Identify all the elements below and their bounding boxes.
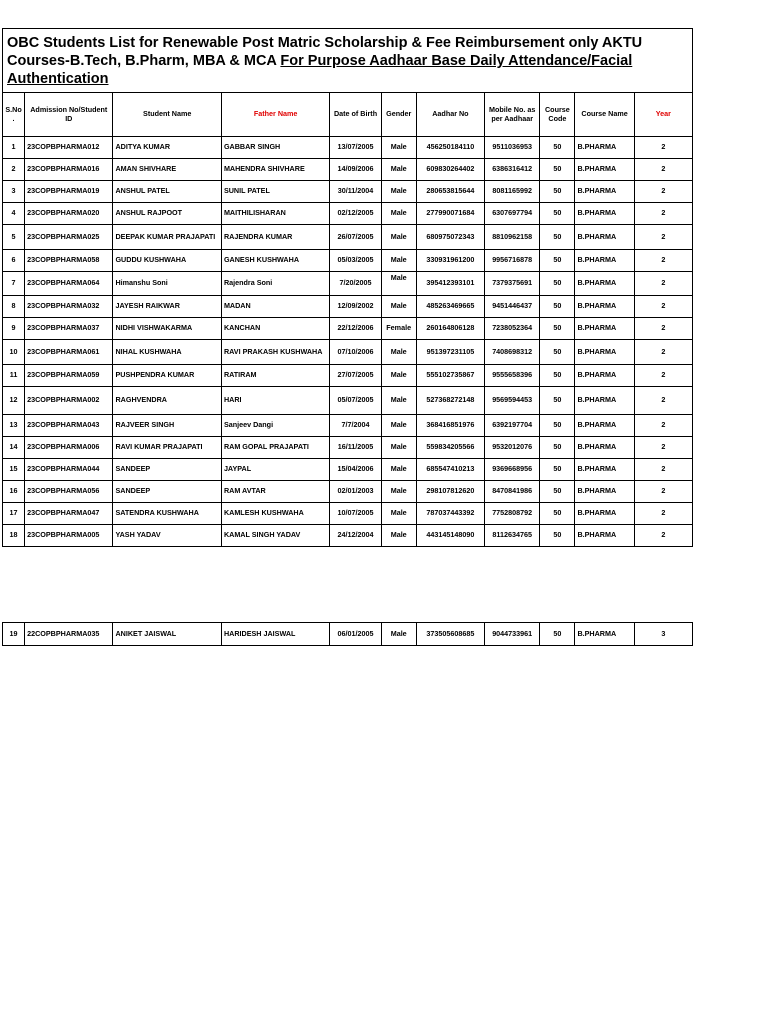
table-row [3, 387, 693, 415]
cell-sno: 19 [3, 623, 25, 646]
cell-mobile: 7379375691 [485, 272, 540, 296]
cell-year: 2 [634, 415, 692, 437]
cell-course: B.PHARMA [575, 623, 634, 646]
sheet-title [2, 28, 693, 92]
cell-year: 2 [634, 459, 692, 481]
cell-code: 50 [540, 181, 575, 203]
cell-sno: 10 [3, 340, 25, 365]
cell-course: B.PHARMA [575, 318, 634, 340]
cell-sno: 12 [3, 387, 25, 415]
cell-sno: 17 [3, 503, 25, 525]
cell-id: 23COPBPHARMA056 [25, 481, 113, 503]
cell-course: B.PHARMA [575, 481, 634, 503]
cell-sno: 9 [3, 318, 25, 340]
cell-id: 23COPBPHARMA019 [25, 181, 113, 203]
cell-gender: Male [381, 272, 416, 296]
cell-dob: 22/12/2006 [330, 318, 381, 340]
cell-gender: Male [381, 503, 416, 525]
cell-gender: Male [381, 415, 416, 437]
header-admission: Admission No/Student ID [25, 93, 113, 137]
cell-student: Himanshu Soni [113, 272, 221, 296]
cell-dob: 16/11/2005 [330, 437, 381, 459]
cell-student: NIHAL KUSHWAHA [113, 340, 221, 365]
cell-dob: 07/10/2006 [330, 340, 381, 365]
cell-year: 2 [634, 318, 692, 340]
cell-id: 23COPBPHARMA061 [25, 340, 113, 365]
cell-mobile: 9555658396 [485, 365, 540, 387]
cell-course: B.PHARMA [575, 296, 634, 318]
table-row [3, 481, 693, 503]
cell-aadhar: 277990071684 [416, 203, 484, 225]
cell-student: GUDDU KUSHWAHA [113, 250, 221, 272]
cell-student: ADITYA KUMAR [113, 137, 221, 159]
cell-aadhar: 787037443392 [416, 503, 484, 525]
cell-sno: 1 [3, 137, 25, 159]
cell-mobile: 7752808792 [485, 503, 540, 525]
cell-mobile: 6386316412 [485, 159, 540, 181]
cell-student: JAYESH RAIKWAR [113, 296, 221, 318]
cell-code: 50 [540, 272, 575, 296]
cell-aadhar: 680975072343 [416, 225, 484, 250]
header-row [3, 93, 693, 137]
table-row [3, 525, 693, 547]
cell-id: 23COPBPHARMA032 [25, 296, 113, 318]
cell-gender: Male [381, 365, 416, 387]
cell-sno: 11 [3, 365, 25, 387]
cell-gender: Male [381, 340, 416, 365]
cell-mobile: 7408698312 [485, 340, 540, 365]
cell-course: B.PHARMA [575, 415, 634, 437]
cell-id: 23COPBPHARMA058 [25, 250, 113, 272]
cell-year: 2 [634, 181, 692, 203]
cell-id: 23COPBPHARMA064 [25, 272, 113, 296]
cell-aadhar: 280653815644 [416, 181, 484, 203]
student-list-sheet [2, 28, 693, 547]
cell-year: 2 [634, 387, 692, 415]
cell-dob: 7/7/2004 [330, 415, 381, 437]
cell-father: MAITHILISHARAN [221, 203, 329, 225]
cell-dob: 15/04/2006 [330, 459, 381, 481]
cell-father: KAMLESH KUSHWAHA [221, 503, 329, 525]
cell-father: HARI [221, 387, 329, 415]
cell-year: 2 [634, 203, 692, 225]
table-row [3, 250, 693, 272]
cell-student: AMAN SHIVHARE [113, 159, 221, 181]
table-row [3, 503, 693, 525]
table-row [3, 272, 693, 296]
cell-code: 50 [540, 503, 575, 525]
cell-mobile: 8470841986 [485, 481, 540, 503]
cell-aadhar: 527368272148 [416, 387, 484, 415]
cell-course: B.PHARMA [575, 340, 634, 365]
cell-gender: Male [381, 623, 416, 646]
cell-aadhar: 330931961200 [416, 250, 484, 272]
cell-sno: 2 [3, 159, 25, 181]
cell-mobile: 8112634765 [485, 525, 540, 547]
cell-aadhar: 685547410213 [416, 459, 484, 481]
cell-dob: 06/01/2005 [330, 623, 381, 646]
cell-aadhar: 395412393101 [416, 272, 484, 296]
cell-course: B.PHARMA [575, 137, 634, 159]
cell-student: SANDEEP [113, 459, 221, 481]
cell-student: YASH YADAV [113, 525, 221, 547]
cell-student: ANSHUL PATEL [113, 181, 221, 203]
cell-year: 2 [634, 250, 692, 272]
cell-id: 22COPBPHARMA035 [25, 623, 113, 646]
cell-id: 23COPBPHARMA047 [25, 503, 113, 525]
cell-mobile: 9532012076 [485, 437, 540, 459]
cell-father: KANCHAN [221, 318, 329, 340]
cell-mobile: 6392197704 [485, 415, 540, 437]
cell-student: SATENDRA KUSHWAHA [113, 503, 221, 525]
cell-father: Rajendra Soni [221, 272, 329, 296]
cell-aadhar: 373505608685 [416, 623, 484, 646]
cell-code: 50 [540, 225, 575, 250]
cell-sno: 8 [3, 296, 25, 318]
cell-dob: 05/03/2005 [330, 250, 381, 272]
cell-course: B.PHARMA [575, 159, 634, 181]
cell-gender: Male [381, 181, 416, 203]
cell-year: 2 [634, 272, 692, 296]
cell-father: MADAN [221, 296, 329, 318]
header-father: Father Name [221, 93, 329, 137]
cell-course: B.PHARMA [575, 437, 634, 459]
cell-year: 2 [634, 503, 692, 525]
cell-gender: Male [381, 225, 416, 250]
cell-year: 2 [634, 296, 692, 318]
header-aadhar: Aadhar No [416, 93, 484, 137]
cell-course: B.PHARMA [575, 525, 634, 547]
cell-id: 23COPBPHARMA012 [25, 137, 113, 159]
cell-father: GANESH KUSHWAHA [221, 250, 329, 272]
cell-sno: 15 [3, 459, 25, 481]
header-year: Year [634, 93, 692, 137]
cell-code: 50 [540, 159, 575, 181]
cell-gender: Male [381, 250, 416, 272]
cell-father: RAM AVTAR [221, 481, 329, 503]
cell-dob: 7/20/2005 [330, 272, 381, 296]
cell-father: MAHENDRA SHIVHARE [221, 159, 329, 181]
cell-aadhar: 443145148090 [416, 525, 484, 547]
cell-code: 50 [540, 340, 575, 365]
header-course: Course Name [575, 93, 634, 137]
extra-row-table [2, 622, 693, 646]
table-body [3, 137, 693, 547]
cell-sno: 14 [3, 437, 25, 459]
cell-year: 2 [634, 365, 692, 387]
cell-student: PUSHPENDRA KUMAR [113, 365, 221, 387]
cell-student: ANSHUL RAJPOOT [113, 203, 221, 225]
cell-year: 2 [634, 137, 692, 159]
cell-id: 23COPBPHARMA044 [25, 459, 113, 481]
cell-id: 23COPBPHARMA006 [25, 437, 113, 459]
cell-father: RAVI PRAKASH KUSHWAHA [221, 340, 329, 365]
cell-id: 23COPBPHARMA037 [25, 318, 113, 340]
cell-id: 23COPBPHARMA059 [25, 365, 113, 387]
cell-aadhar: 456250184110 [416, 137, 484, 159]
title-text: OBC Students List for Renewable Post Matric Scholarship & Fee Reimbursement only AKTU Courses-B.Tech, B.Pharm, MBA & MCA [7, 35, 643, 69]
cell-dob: 12/09/2002 [330, 296, 381, 318]
cell-year: 2 [634, 525, 692, 547]
cell-mobile: 6307697794 [485, 203, 540, 225]
cell-dob: 30/11/2004 [330, 181, 381, 203]
cell-father: RATIRAM [221, 365, 329, 387]
table-row [3, 365, 693, 387]
cell-code: 50 [540, 203, 575, 225]
cell-aadhar: 555102735867 [416, 365, 484, 387]
header-student: Student Name [113, 93, 221, 137]
cell-father: RAM GOPAL PRAJAPATI [221, 437, 329, 459]
table-row [3, 203, 693, 225]
table-row [3, 623, 693, 646]
cell-code: 50 [540, 387, 575, 415]
table-row [3, 318, 693, 340]
header-code: Course Code [540, 93, 575, 137]
cell-sno: 3 [3, 181, 25, 203]
cell-student: ANIKET JAISWAL [113, 623, 221, 646]
cell-mobile: 8081165992 [485, 181, 540, 203]
cell-year: 2 [634, 481, 692, 503]
cell-student: DEEPAK KUMAR PRAJAPATI [113, 225, 221, 250]
cell-father: Sanjeev Dangi [221, 415, 329, 437]
cell-code: 50 [540, 525, 575, 547]
cell-year: 2 [634, 225, 692, 250]
cell-gender: Male [381, 481, 416, 503]
cell-year: 2 [634, 437, 692, 459]
cell-course: B.PHARMA [575, 272, 634, 296]
cell-code: 50 [540, 296, 575, 318]
cell-dob: 27/07/2005 [330, 365, 381, 387]
cell-gender: Male [381, 459, 416, 481]
cell-aadhar: 951397231105 [416, 340, 484, 365]
cell-sno: 7 [3, 272, 25, 296]
table-row [3, 415, 693, 437]
cell-gender: Male [381, 437, 416, 459]
cell-sno: 5 [3, 225, 25, 250]
cell-aadhar: 298107812620 [416, 481, 484, 503]
table-row [3, 225, 693, 250]
table-row [3, 181, 693, 203]
table-row [3, 159, 693, 181]
cell-mobile: 8810962158 [485, 225, 540, 250]
header-dob: Date of Birth [330, 93, 381, 137]
cell-id: 23COPBPHARMA043 [25, 415, 113, 437]
cell-course: B.PHARMA [575, 503, 634, 525]
cell-father: KAMAL SINGH YADAV [221, 525, 329, 547]
cell-sno: 16 [3, 481, 25, 503]
header-mobile: Mobile No. as per Aadhaar [485, 93, 540, 137]
cell-father: JAYPAL [221, 459, 329, 481]
cell-dob: 14/09/2006 [330, 159, 381, 181]
cell-aadhar: 485263469665 [416, 296, 484, 318]
cell-aadhar: 260164806128 [416, 318, 484, 340]
cell-dob: 10/07/2005 [330, 503, 381, 525]
cell-dob: 26/07/2005 [330, 225, 381, 250]
cell-father: GABBAR SINGH [221, 137, 329, 159]
cell-code: 50 [540, 459, 575, 481]
cell-gender: Female [381, 318, 416, 340]
cell-student: RAJVEER SINGH [113, 415, 221, 437]
cell-course: B.PHARMA [575, 365, 634, 387]
cell-year: 3 [634, 623, 692, 646]
cell-dob: 24/12/2004 [330, 525, 381, 547]
cell-dob: 13/07/2005 [330, 137, 381, 159]
cell-gender: Male [381, 525, 416, 547]
cell-mobile: 9044733961 [485, 623, 540, 646]
students-table [2, 92, 693, 547]
cell-course: B.PHARMA [575, 387, 634, 415]
cell-id: 23COPBPHARMA005 [25, 525, 113, 547]
title-underlined-text: For Purpose Aadhaar Base Daily Attendance/Facial Authentication [7, 53, 633, 87]
header-sno: S.No . [3, 93, 25, 137]
table-row [3, 296, 693, 318]
cell-year: 2 [634, 159, 692, 181]
cell-course: B.PHARMA [575, 225, 634, 250]
cell-father: SUNIL PATEL [221, 181, 329, 203]
cell-student: NIDHI VISHWAKARMA [113, 318, 221, 340]
cell-sno: 18 [3, 525, 25, 547]
cell-code: 50 [540, 481, 575, 503]
cell-mobile: 7238052364 [485, 318, 540, 340]
cell-course: B.PHARMA [575, 203, 634, 225]
cell-id: 23COPBPHARMA016 [25, 159, 113, 181]
cell-gender: Male [381, 159, 416, 181]
header-gender: Gender [381, 93, 416, 137]
cell-sno: 4 [3, 203, 25, 225]
cell-sno: 13 [3, 415, 25, 437]
table-row [3, 459, 693, 481]
cell-dob: 05/07/2005 [330, 387, 381, 415]
cell-code: 50 [540, 137, 575, 159]
cell-gender: Male [381, 203, 416, 225]
cell-student: SANDEEP [113, 481, 221, 503]
cell-code: 50 [540, 415, 575, 437]
cell-sno: 6 [3, 250, 25, 272]
cell-course: B.PHARMA [575, 250, 634, 272]
cell-gender: Male [381, 137, 416, 159]
cell-aadhar: 609830264402 [416, 159, 484, 181]
cell-mobile: 9369668956 [485, 459, 540, 481]
cell-mobile: 9956716878 [485, 250, 540, 272]
table-row [3, 340, 693, 365]
cell-course: B.PHARMA [575, 181, 634, 203]
cell-id: 23COPBPHARMA025 [25, 225, 113, 250]
cell-student: RAGHVENDRA [113, 387, 221, 415]
cell-mobile: 9569594453 [485, 387, 540, 415]
cell-year: 2 [634, 340, 692, 365]
cell-mobile: 9451446437 [485, 296, 540, 318]
table-row [3, 437, 693, 459]
cell-student: RAVI KUMAR PRAJAPATI [113, 437, 221, 459]
cell-father: RAJENDRA KUMAR [221, 225, 329, 250]
cell-code: 50 [540, 623, 575, 646]
cell-dob: 02/01/2003 [330, 481, 381, 503]
cell-father: HARIDESH JAISWAL [221, 623, 329, 646]
cell-gender: Male [381, 387, 416, 415]
cell-dob: 02/12/2005 [330, 203, 381, 225]
cell-code: 50 [540, 250, 575, 272]
cell-code: 50 [540, 318, 575, 340]
cell-id: 23COPBPHARMA002 [25, 387, 113, 415]
cell-course: B.PHARMA [575, 459, 634, 481]
cell-gender: Male [381, 296, 416, 318]
cell-code: 50 [540, 437, 575, 459]
cell-mobile: 9511036953 [485, 137, 540, 159]
table-row [3, 137, 693, 159]
cell-code: 50 [540, 365, 575, 387]
cell-aadhar: 559834205566 [416, 437, 484, 459]
cell-aadhar: 368416851976 [416, 415, 484, 437]
cell-id: 23COPBPHARMA020 [25, 203, 113, 225]
